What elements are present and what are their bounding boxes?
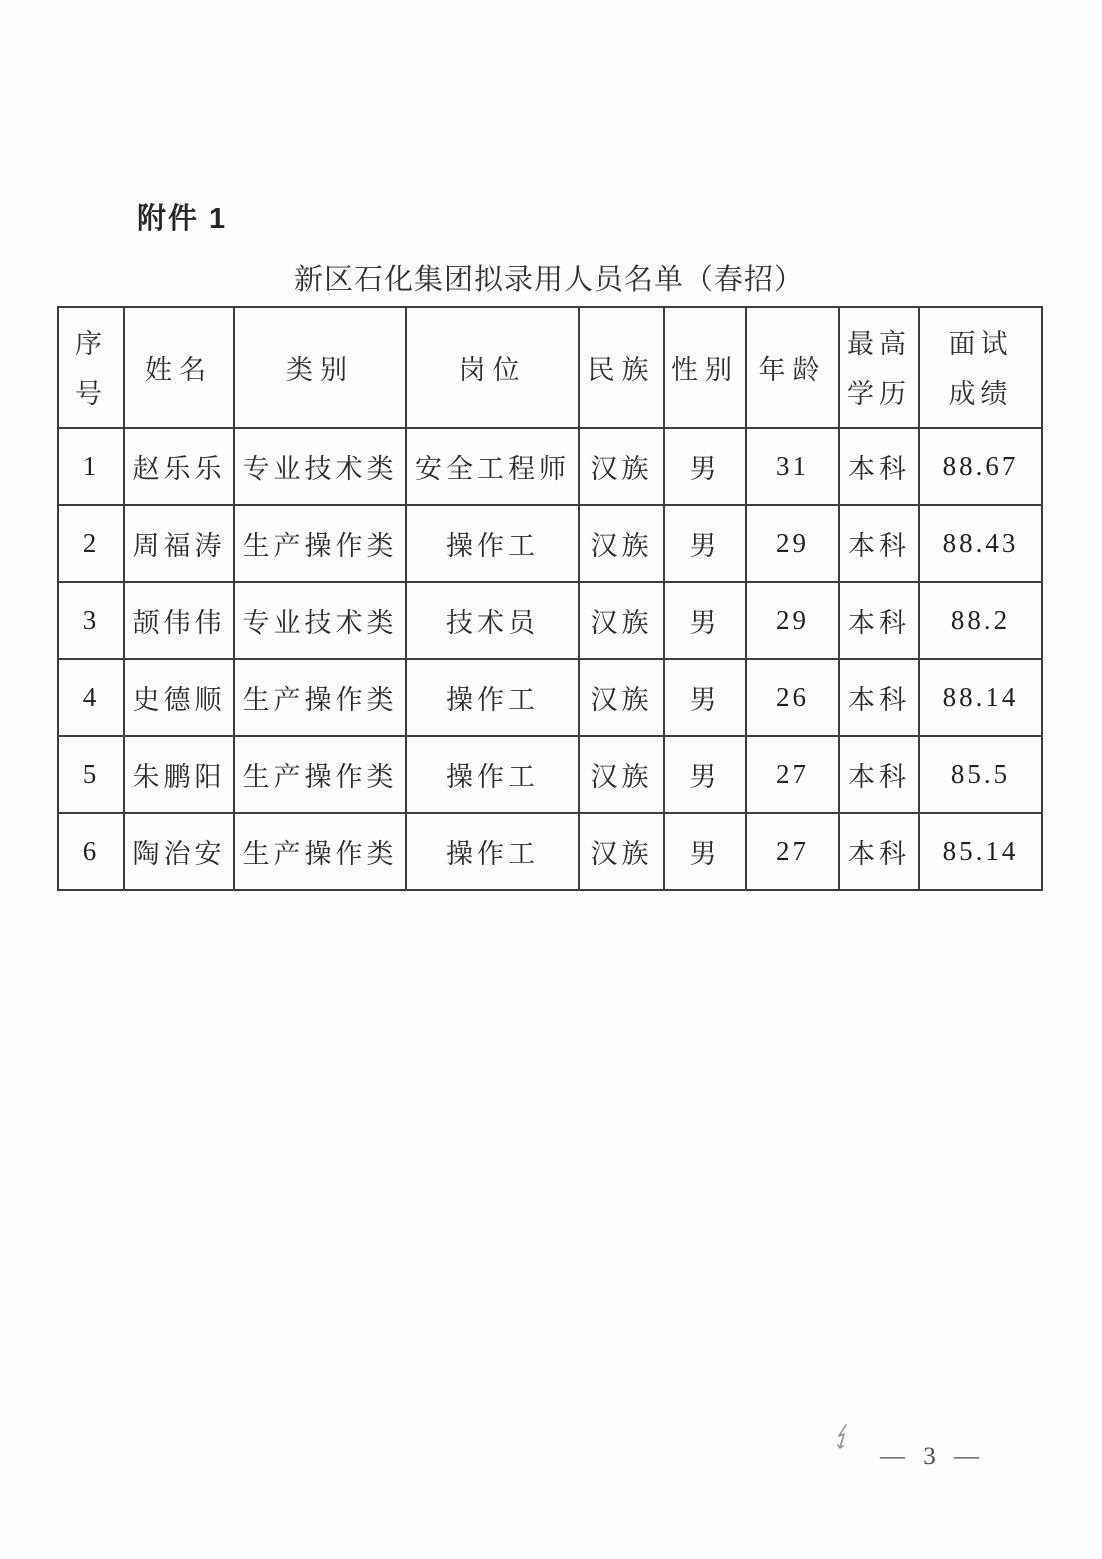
page-number: — 3 — [880,1443,982,1470]
cell-score: 85.5 [919,736,1042,813]
header-text: 成绩 [948,379,1013,409]
header-age [746,307,839,428]
cell-gender: 男 [664,582,746,659]
cell-category: 生产操作类 [234,505,406,582]
table-row [58,813,1042,890]
cell-category: 生产操作类 [234,659,406,736]
cell-age: 31 [746,428,839,505]
cell-serial: 6 [58,813,124,890]
cell-education: 本科 [839,428,919,505]
recruitment-table [57,306,1043,891]
header-interview-score [919,307,1042,428]
header-text: 岗位 [458,355,527,385]
cell-serial: 1 [58,428,124,505]
header-name [124,307,234,428]
header-position [406,307,579,428]
cell-serial: 5 [58,736,124,813]
cell-category: 专业技术类 [234,428,406,505]
cell-ethnicity: 汉族 [579,505,664,582]
header-highest-education [839,307,919,428]
cell-education: 本科 [839,505,919,582]
cell-gender: 男 [664,736,746,813]
cell-category: 生产操作类 [234,813,406,890]
cell-name: 赵乐乐 [124,428,234,505]
cell-score: 85.14 [919,813,1042,890]
document-title: 新区石化集团拟录用人员名单（春招） [293,264,804,296]
cell-category: 生产操作类 [234,736,406,813]
cell-position: 操作工 [406,813,579,890]
cell-gender: 男 [664,659,746,736]
header-text: 民族 [587,355,656,385]
cell-name: 周福涛 [124,505,234,582]
cell-position: 技术员 [406,582,579,659]
cell-age: 27 [746,813,839,890]
cell-serial: 4 [58,659,124,736]
header-text: 类别 [286,355,354,385]
cell-score: 88.43 [919,505,1042,582]
header-text: 性别 [671,355,739,385]
cell-ethnicity: 汉族 [579,659,664,736]
cell-name: 颉伟伟 [124,582,234,659]
cell-category: 专业技术类 [234,582,406,659]
cell-ethnicity: 汉族 [579,813,664,890]
cell-education: 本科 [839,659,919,736]
header-gender [664,307,746,428]
cell-gender: 男 [664,505,746,582]
cell-education: 本科 [839,736,919,813]
table-row [58,505,1042,582]
cell-score: 88.2 [919,582,1042,659]
cell-serial: 3 [58,582,124,659]
cell-score: 88.67 [919,428,1042,505]
cell-position: 操作工 [406,736,579,813]
cell-position: 操作工 [406,505,579,582]
cell-education: 本科 [839,813,919,890]
table-row [58,736,1042,813]
cell-age: 27 [746,736,839,813]
cell-serial: 2 [58,505,124,582]
cell-ethnicity: 汉族 [579,736,664,813]
table-row [58,659,1042,736]
cell-education: 本科 [839,582,919,659]
cell-name: 朱鹏阳 [124,736,234,813]
cell-gender: 男 [664,813,746,890]
table-row [58,428,1042,505]
cell-gender: 男 [664,428,746,505]
cell-ethnicity: 汉族 [579,582,664,659]
cell-position: 操作工 [406,659,579,736]
cell-ethnicity: 汉族 [579,428,664,505]
header-serial-number [58,307,124,428]
cell-position: 安全工程师 [406,428,579,505]
header-text: 最高 [847,329,911,359]
header-text: 面试 [948,329,1013,359]
cell-age: 29 [746,582,839,659]
header-ethnicity [579,307,664,428]
header-text: 号 [75,379,107,409]
cell-name: 陶治安 [124,813,234,890]
cell-name: 史德顺 [124,659,234,736]
header-category [234,307,406,428]
cell-age: 26 [746,659,839,736]
scan-artifact-mark [835,1423,851,1451]
header-text: 学历 [847,379,911,409]
table-header-row [58,307,1042,428]
table-row [58,582,1042,659]
attachment-label: 附件 1 [137,203,228,235]
header-text: 姓名 [145,355,213,385]
cell-score: 88.14 [919,659,1042,736]
cell-age: 29 [746,505,839,582]
header-text: 序 [75,329,107,359]
header-text: 年龄 [758,355,827,385]
